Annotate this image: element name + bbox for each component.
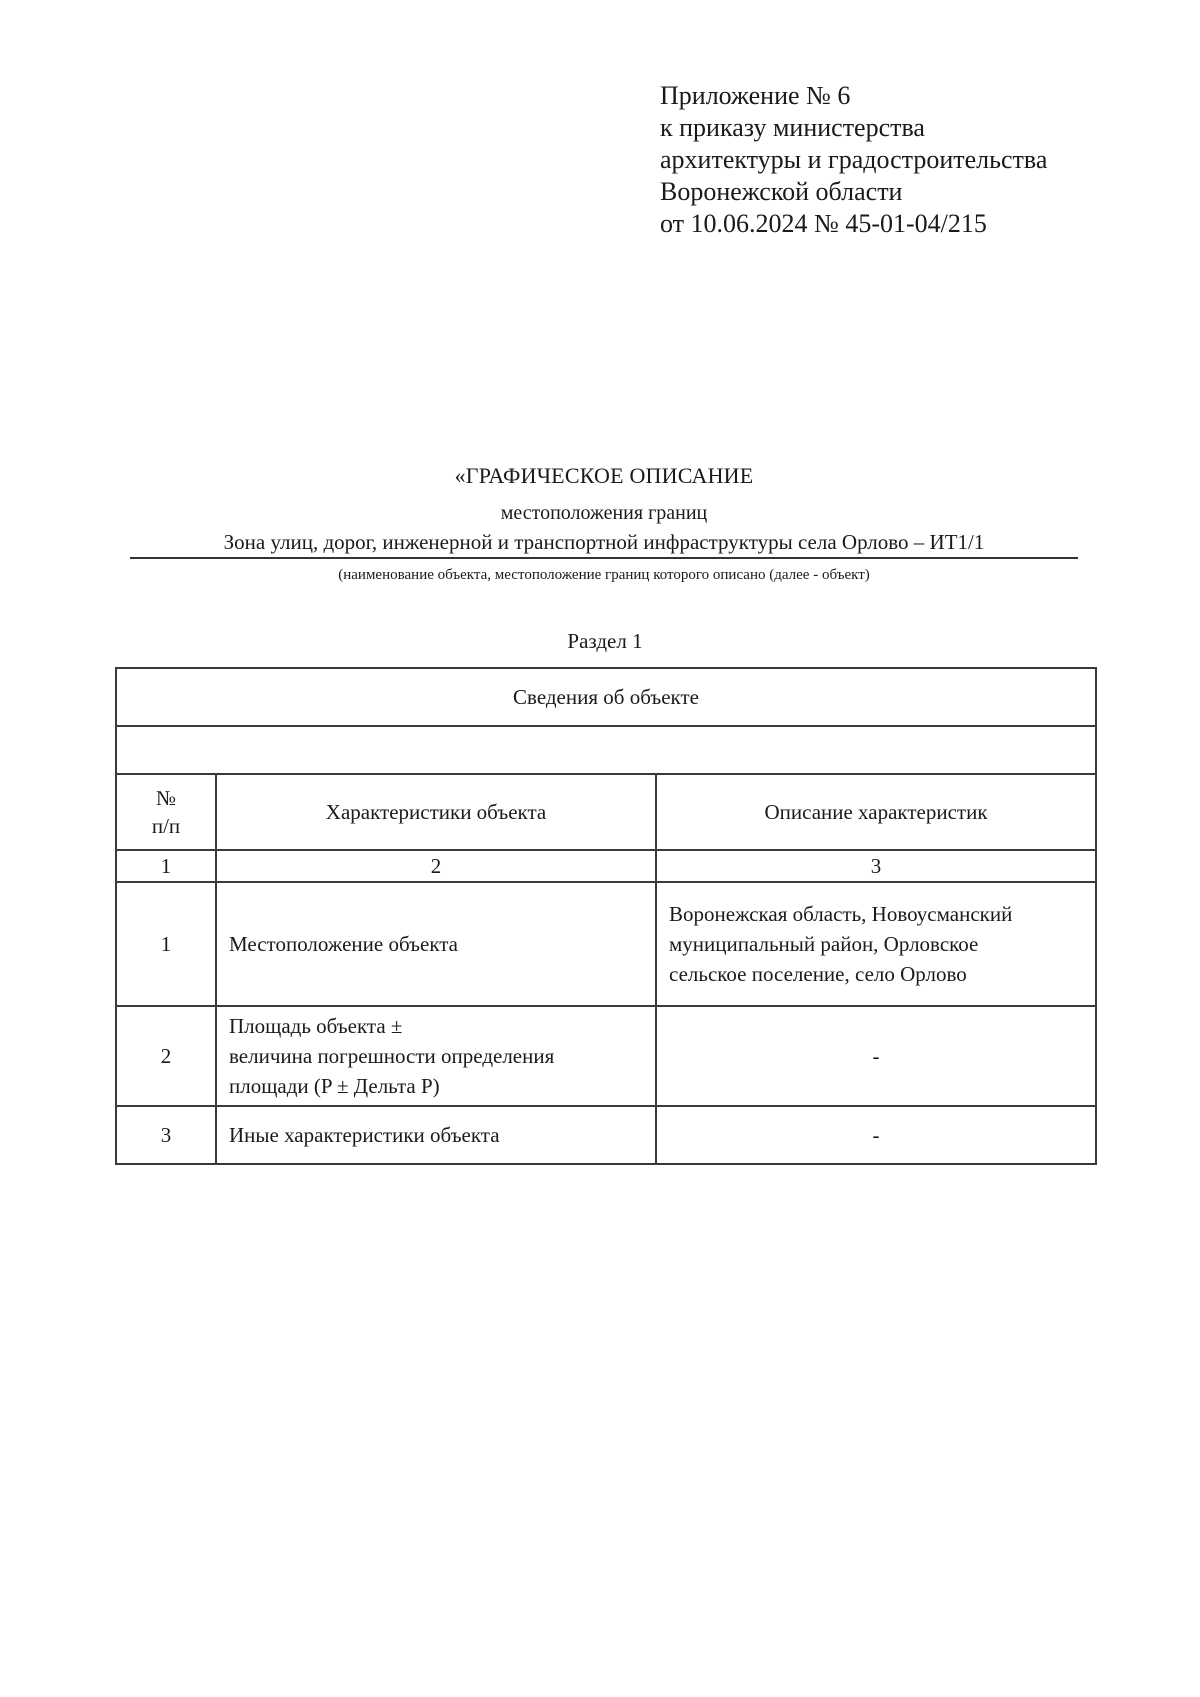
column-header-number-line: № bbox=[155, 786, 177, 810]
column-header-description: Описание характеристик bbox=[656, 774, 1096, 850]
annex-block bbox=[660, 80, 1047, 240]
title-block bbox=[130, 462, 1078, 585]
row-description: - bbox=[656, 1106, 1096, 1164]
annex-line: Приложение № 6 bbox=[660, 81, 851, 110]
column-number: 3 bbox=[656, 850, 1096, 882]
document-subtitle: местоположения границ bbox=[500, 502, 708, 524]
table-caption-row bbox=[116, 668, 1096, 726]
object-info-table bbox=[115, 667, 1097, 1165]
document-title: «ГРАФИЧЕСКОЕ ОПИСАНИЕ bbox=[454, 463, 754, 488]
row-characteristic-line: площади (P ± Дельта P) bbox=[229, 1074, 440, 1098]
table-row bbox=[116, 1006, 1096, 1106]
object-name: Зона улиц, дорог, инженерной и транспортной инфраструктуры села Орлово – ИТ1/1 bbox=[130, 528, 1078, 559]
table-row bbox=[116, 1106, 1096, 1164]
column-number-row bbox=[116, 850, 1096, 882]
annex-line: Воронежской области bbox=[660, 177, 903, 206]
row-description-line: Воронежская область, Новоусманский bbox=[669, 902, 1013, 926]
row-number: 1 bbox=[116, 882, 216, 1006]
empty-cell bbox=[116, 726, 1096, 774]
row-number: 3 bbox=[116, 1106, 216, 1164]
table-caption: Сведения об объекте bbox=[116, 668, 1096, 726]
column-header-number bbox=[116, 774, 216, 850]
column-number: 2 bbox=[216, 850, 656, 882]
column-header-row bbox=[116, 774, 1096, 850]
column-header-number-line: п/п bbox=[151, 814, 181, 838]
row-characteristic bbox=[216, 1006, 656, 1106]
annex-line: к приказу министерства bbox=[660, 113, 925, 142]
row-characteristic: Местоположение объекта bbox=[216, 882, 656, 1006]
row-characteristic-line: величина погрешности определения bbox=[229, 1044, 555, 1068]
row-description-line: сельское поселение, село Орлово bbox=[669, 962, 967, 986]
object-name-caption: (наименование объекта, местоположение границ которого описано (далее - объект) bbox=[338, 567, 870, 583]
annex-line: от 10.06.2024 № 45-01-04/215 bbox=[660, 209, 987, 238]
row-characteristic: Иные характеристики объекта bbox=[216, 1106, 656, 1164]
table-row bbox=[116, 882, 1096, 1006]
row-description-line: муниципальный район, Орловское bbox=[669, 932, 979, 956]
column-number: 1 bbox=[116, 850, 216, 882]
table-empty-row bbox=[116, 726, 1096, 774]
row-description bbox=[656, 882, 1096, 1006]
column-header-characteristic: Характеристики объекта bbox=[216, 774, 656, 850]
row-description: - bbox=[656, 1006, 1096, 1106]
annex-line: архитектуры и градостроительства bbox=[660, 145, 1048, 174]
row-characteristic-line: Площадь объекта ± bbox=[229, 1014, 403, 1038]
row-number: 2 bbox=[116, 1006, 216, 1106]
section-label: Раздел 1 bbox=[567, 629, 643, 653]
